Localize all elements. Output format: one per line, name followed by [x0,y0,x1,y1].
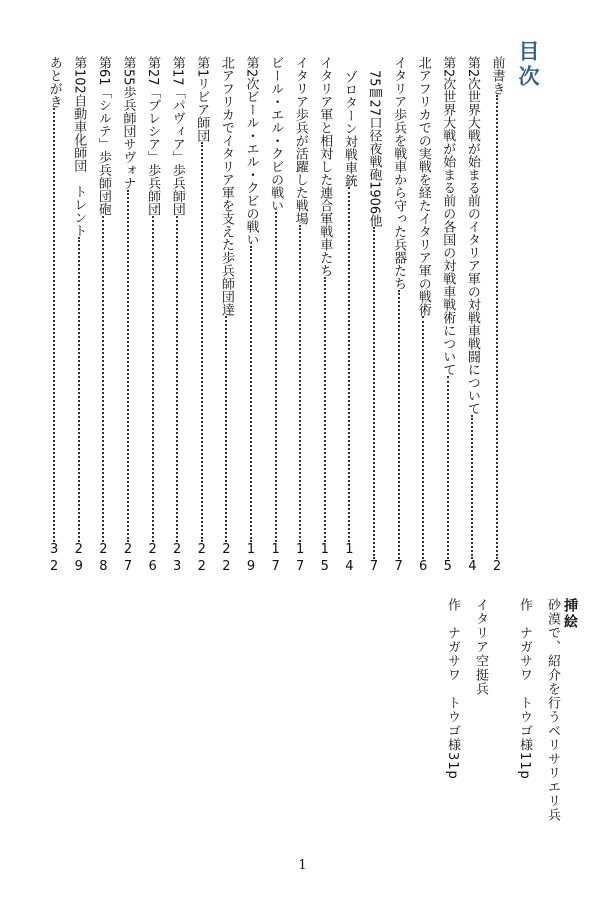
toc-entry-page: 26 [145,542,161,576]
toc-entry-page: 7 [366,559,382,576]
toc-entry-title: 第2次世界大戦が始まる前の各国の対戦車戦術について [440,56,456,377]
toc-entry-page: 28 [95,542,111,576]
toc-dot-leader [447,376,449,559]
toc-entry-page: 6 [415,559,431,576]
toc-entry [215,56,237,576]
toc-entry [412,56,434,576]
toc-entry-page: 17 [292,542,308,576]
toc-dot-leader [275,212,277,542]
illustration-credit-2 [444,598,466,838]
toc-entry-title: 75㎜27口径夜戦砲1906他 [366,70,382,228]
toc-entry-page: 14 [341,542,357,576]
toc-entry-page: 4 [464,559,480,576]
toc-entry [388,56,410,576]
toc-dot-leader [348,187,350,542]
toc-entry-title: 前書き [489,56,505,95]
toc-dot-leader [152,216,154,542]
toc-dot-leader [127,190,129,542]
illustrations-title: 挿絵 [562,598,578,630]
toc-dot-leader [324,277,326,542]
toc-entry-page: 2 [489,559,505,576]
toc-entry-title: 第1リビア師団 [194,56,210,143]
toc-entry-title: 北アフリカでの実戦を経たイタリア軍の戦術 [415,56,431,316]
toc-dot-leader [373,227,375,559]
toc-entry-page: 15 [317,542,333,576]
toc-entry-title: 第27「ブレシア」歩兵師団 [145,56,161,216]
toc-entry [363,56,385,576]
toc-entry-title: 第17「パヴィア」歩兵師団 [169,56,185,216]
toc-entry-title: 第2次ビール・エル・クビの戦い [243,56,259,247]
toc-dot-leader [225,316,227,542]
illustration-author-2: 作 ナガサワ トウゴ様 [445,598,460,752]
toc-entry [142,56,164,576]
toc-entry-page: 22 [218,542,234,576]
toc-entry [437,56,459,576]
toc-entry-page: 22 [194,542,210,576]
toc-entry-page: 23 [169,542,185,576]
toc-entry [265,56,287,576]
toc-dot-leader [53,108,55,542]
toc-dot-leader [102,216,104,542]
toc-entry [486,56,508,576]
toc-entry-title: 第61「シルテ」歩兵師団砲 [95,56,111,216]
toc-entry-page: 32 [46,542,62,576]
toc-dot-leader [398,290,400,559]
toc-dot-leader [471,415,473,559]
illustration-page-1: 11p [517,752,532,780]
toc-entry-title: 第2次世界大戦が始まる前のイタリア軍の対戦車戦闘について [464,56,480,416]
toc-entry [166,56,188,576]
toc-entry-title: ゾロターン対戦車銃 [341,70,357,187]
toc-dot-leader [299,225,301,542]
page-number: 1 [298,858,307,873]
illustration-caption-1: 砂漠で、紹介を行うベリサリエリ兵 [545,598,560,822]
toc-entry-title: イタリア歩兵を戦車から守った兵器たち [391,56,407,290]
toc-dot-leader [201,142,203,542]
toc-entry-title: 第102自動車化師団 トレント [71,56,87,237]
toc-dot-leader [422,316,424,559]
toc-title: 目次 [516,40,540,90]
toc-entry-page: 5 [440,559,456,576]
illustration-caption-2: イタリア空挺兵 [473,598,488,696]
toc-entry [68,56,90,576]
toc-entry-page: 17 [268,542,284,576]
toc-entry [240,56,262,576]
toc-entry [117,56,139,576]
toc-entry-page: 19 [243,542,259,576]
toc-entry [191,56,213,576]
toc-entry-title: イタリア歩兵が活躍した戦場 [292,56,308,225]
toc-entry-page: 27 [120,542,136,576]
toc-entry-title: ビール・エル・クビの戦い [268,56,284,212]
toc-entry [314,56,336,576]
toc-entry [92,56,114,576]
toc-dot-leader [176,216,178,542]
toc-entry-page: 29 [71,542,87,576]
toc-entry [43,56,65,576]
toc-entry-title: 北アフリカでイタリア軍を支えた歩兵師団達 [218,56,234,316]
toc-entry [289,56,311,576]
toc-entry [461,56,483,576]
toc-entry [338,56,360,576]
toc-entry-title: 第55歩兵師団サヴォナ [120,56,136,190]
toc-dot-leader [78,237,80,542]
toc-entry-title: あとがき [46,56,62,108]
toc-entry-page: 7 [391,559,407,576]
illustration-credit-1 [516,598,538,838]
toc-entry-title: イタリア軍と相対した連合軍戦車たち [317,56,333,277]
toc-dot-leader [250,246,252,542]
illustration-page-2: 31p [445,752,460,780]
illustration-author-1: 作 ナガサワ トウゴ様 [517,598,532,752]
toc-dot-leader [496,95,498,559]
